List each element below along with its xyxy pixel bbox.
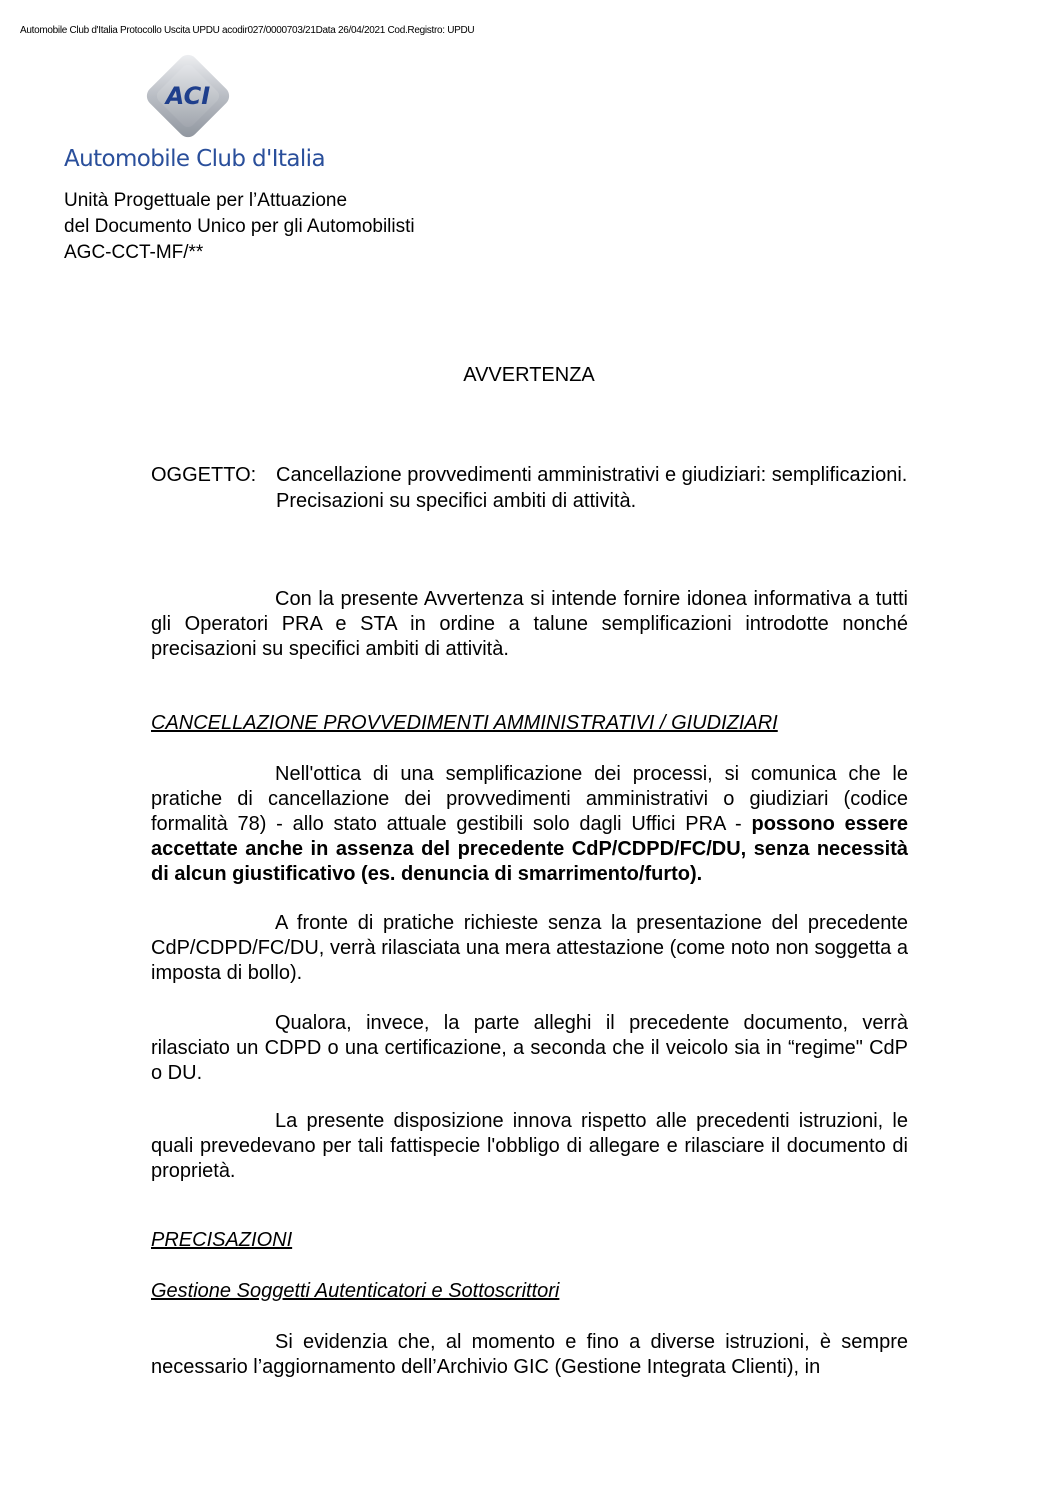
oggetto-line-1: Cancellazione provvedimenti amministrativi e giudiziari: semplificazioni. xyxy=(276,464,908,486)
intro-text: Con la presente Avvertenza si intende fornire idonea informativa a tutti gli Operatori PRA e STA in ordine a talune semplificazioni introdotte nonché precisazioni su specifici ambiti di attività. xyxy=(151,588,908,660)
section2-paragraph-1 xyxy=(151,1330,908,1380)
section2-p1: Si evidenzia che, al momento e fino a diverse istruzioni, è sempre necessario l’aggiornamento dell’Archivio GIC (Gestione Integrata Clienti), in xyxy=(151,1331,908,1378)
unit-line-1: Unità Progettuale per l’Attuazione xyxy=(64,190,348,211)
oggetto-line-2: Precisazioni su specifici ambiti di attività. xyxy=(276,490,637,512)
aci-logo xyxy=(140,48,236,144)
section1-paragraph-3 xyxy=(151,1011,908,1086)
section1-paragraph-1 xyxy=(151,762,908,887)
oggetto-label: OGGETTO: xyxy=(151,464,257,486)
oggetto-text xyxy=(276,462,908,514)
document-title: AVVERTENZA xyxy=(463,364,595,386)
section-heading-cancellazione: CANCELLAZIONE PROVVEDIMENTI AMMINISTRATIVI / GIUDIZIARI xyxy=(151,712,778,734)
section1-paragraph-4 xyxy=(151,1109,908,1184)
subsection-heading-soggetti: Gestione Soggetti Autenticatori e Sottoscrittori xyxy=(151,1280,560,1302)
section1-p3: Qualora, invece, la parte alleghi il precedente documento, verrà rilasciato un CDPD o una certificazione, a seconda che il veicolo sia in “regime" CdP o DU. xyxy=(151,1012,908,1084)
intro-paragraph xyxy=(151,587,908,662)
section1-p2: A fronte di pratiche richieste senza la presentazione del precedente CdP/CDPD/FC/DU, verrà rilasciata una mera attestazione (come noto non soggetta a imposta di bollo). xyxy=(151,912,908,984)
protocol-header: Automobile Club d'Italia Protocollo Uscita UPDU acodir027/0000703/21Data 26/04/2021 Cod.Registro: UPDU xyxy=(20,25,475,36)
section1-p1-bold: possono essere accettate anche in assenza del precedente CdP/CDPD/FC/DU, senza necessità di alcun giustificativo (es. denuncia di smarrimento/furto). xyxy=(151,813,908,885)
logo-text: ACI xyxy=(165,82,211,110)
section1-paragraph-2 xyxy=(151,911,908,986)
unit-line-2: del Documento Unico per gli Automobilisti xyxy=(64,216,415,237)
reference-code: AGC-CCT-MF/** xyxy=(64,242,204,263)
section-heading-precisazioni: PRECISAZIONI xyxy=(151,1229,293,1251)
unit-block xyxy=(64,188,415,266)
organization-name: Automobile Club d'Italia xyxy=(64,146,325,172)
section1-p1-normal: Nell'ottica di una semplificazione dei processi, si comunica che le pratiche di cancellazione dei provvedimenti amministrativi o giudiziari (codice formalità 78) - allo stato attuale gestibili solo dagli Uffici PRA - xyxy=(151,763,908,835)
section1-p1 xyxy=(151,762,908,887)
section1-p4: La presente disposizione innova rispetto alle precedenti istruzioni, le quali prevedevano per tali fattispecie l'obbligo di allegare e rilasciare il documento di proprietà. xyxy=(151,1110,908,1182)
